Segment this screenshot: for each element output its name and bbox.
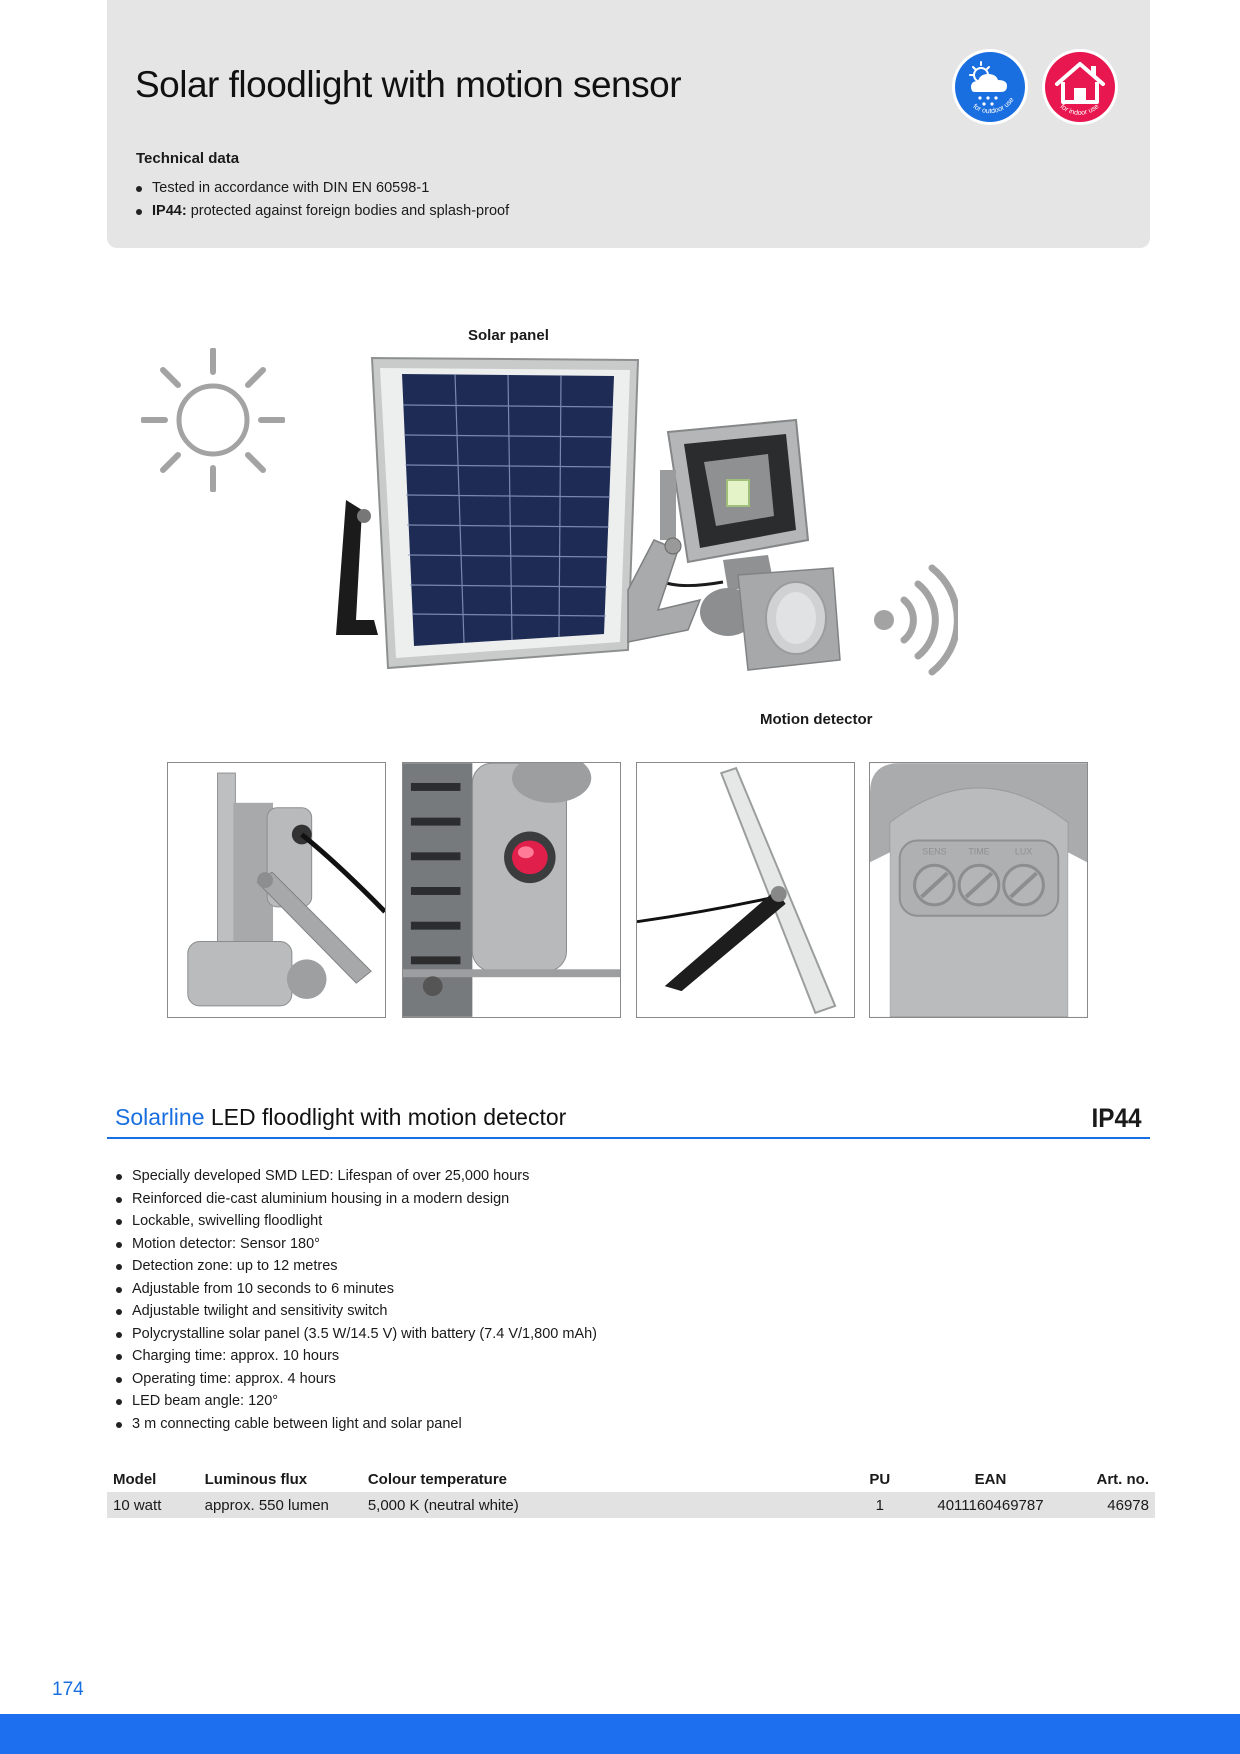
outdoor-use-icon bbox=[951, 48, 1029, 126]
sensor-dials-image bbox=[869, 762, 1088, 1018]
feature-list bbox=[116, 1165, 597, 1435]
motion-detector-label: Motion detector bbox=[760, 711, 873, 728]
list-item: Polycrystalline solar panel (3.5 W/14.5 V) with battery (7.4 V/1,800 mAh) bbox=[116, 1323, 597, 1346]
svg-text:SENS: SENS bbox=[922, 846, 947, 857]
footer-bar bbox=[0, 1714, 1240, 1754]
cell-flux: approx. 550 lumen bbox=[199, 1492, 362, 1518]
list-item: Adjustable from 10 seconds to 6 minutes bbox=[116, 1278, 597, 1301]
ip-rating: IP44 bbox=[1092, 1103, 1142, 1133]
svg-text:for indoor use: for indoor use bbox=[1058, 103, 1101, 117]
list-item: Tested in accordance with DIN EN 60598-1 bbox=[136, 177, 509, 200]
side-view-image bbox=[167, 762, 386, 1018]
solar-panel-label: Solar panel bbox=[468, 327, 549, 344]
list-item: IP44: protected against foreign bodies and splash-proof bbox=[136, 200, 509, 223]
cell-model: 10 watt bbox=[107, 1492, 199, 1518]
motion-signal-icon bbox=[868, 560, 958, 680]
column-header-temp: Colour temperature bbox=[367, 1470, 508, 1488]
spec-table bbox=[107, 1466, 1155, 1518]
column-header-flux: Luminous flux bbox=[204, 1470, 308, 1488]
panel-stand-image bbox=[636, 762, 855, 1018]
cell-pu: 1 bbox=[840, 1492, 920, 1518]
cell-ean: 4011160469787 bbox=[920, 1492, 1062, 1518]
column-header-art: Art. no. bbox=[1096, 1470, 1149, 1488]
list-item: Detection zone: up to 12 metres bbox=[116, 1255, 597, 1278]
list-item: Operating time: approx. 4 hours bbox=[116, 1368, 597, 1391]
list-item: Specially developed SMD LED: Lifespan of over 25,000 hours bbox=[116, 1165, 597, 1188]
list-item: Reinforced die-cast aluminium housing in a modern design bbox=[116, 1188, 597, 1211]
brand-name: Solarline bbox=[115, 1104, 205, 1130]
cell-temp: 5,000 K (neutral white) bbox=[362, 1492, 840, 1518]
list-item: Motion detector: Sensor 180° bbox=[116, 1233, 597, 1256]
list-item: Lockable, swivelling floodlight bbox=[116, 1210, 597, 1233]
column-header-ean: EAN bbox=[974, 1470, 1007, 1488]
table-header-row bbox=[107, 1466, 1155, 1492]
product-title: Solarline LED floodlight with motion detector bbox=[115, 1104, 567, 1130]
section-divider bbox=[107, 1137, 1150, 1139]
svg-text:for outdoor use: for outdoor use bbox=[971, 96, 1016, 116]
table-row bbox=[107, 1492, 1155, 1518]
technical-data-list bbox=[136, 177, 509, 223]
indoor-use-icon bbox=[1041, 48, 1119, 126]
list-item: Adjustable twilight and sensitivity switch bbox=[116, 1300, 597, 1323]
technical-data-heading: Technical data bbox=[136, 150, 240, 167]
list-item: Charging time: approx. 10 hours bbox=[116, 1345, 597, 1368]
column-header-pu: PU bbox=[869, 1470, 891, 1488]
page-number: 174 bbox=[52, 1679, 84, 1700]
power-switch-image bbox=[402, 762, 621, 1018]
svg-text:TIME: TIME bbox=[968, 846, 990, 857]
column-header-model: Model bbox=[113, 1470, 157, 1488]
list-item: 3 m connecting cable between light and solar panel bbox=[116, 1413, 597, 1436]
list-item: LED beam angle: 120° bbox=[116, 1390, 597, 1413]
svg-text:LUX: LUX bbox=[1014, 846, 1033, 857]
sun-icon bbox=[141, 348, 285, 492]
page-title: Solar floodlight with motion sensor bbox=[135, 64, 682, 105]
cell-art: 46978 bbox=[1061, 1492, 1155, 1518]
product-image bbox=[328, 350, 868, 690]
